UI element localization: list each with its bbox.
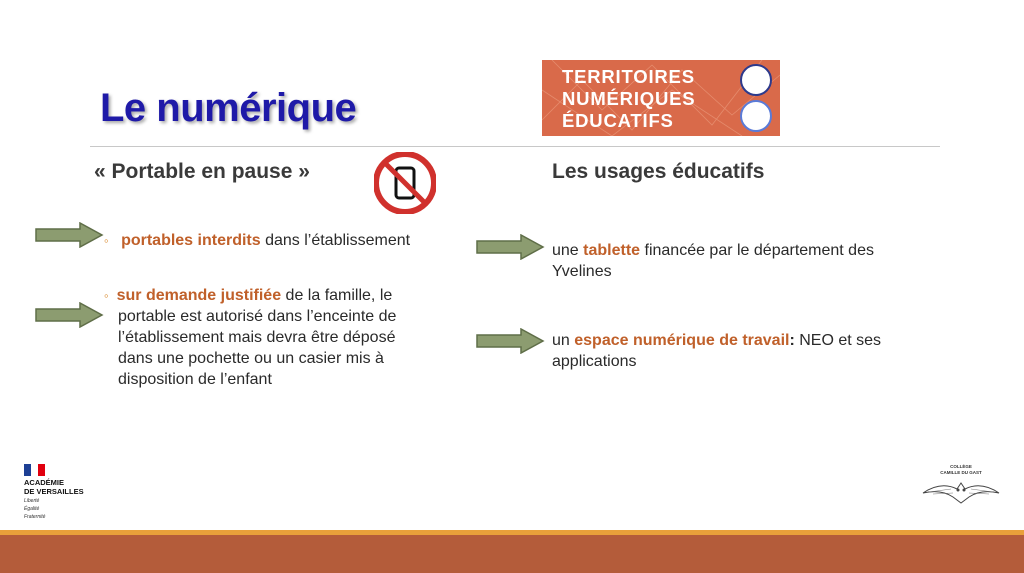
- slide-title: Le numérique: [100, 86, 357, 130]
- banner-text: [562, 66, 695, 132]
- footer-band: [0, 535, 1024, 573]
- bullet-icon: ◦: [104, 233, 109, 248]
- banner-line-1: TERRITOIRES: [562, 66, 695, 87]
- college-line-1: COLLÈGE: [950, 464, 972, 469]
- arrow-icon-right-1: [475, 234, 545, 260]
- right-item-1-text: financée par le département des Yvelines: [552, 242, 874, 280]
- motto-fraternite: Fraternité: [24, 514, 46, 520]
- left-bullet-2-text: de la famille, le portable est autorisé dans l’enceinte de l’établissement mais devra être déposé dans une pochette ou un casier mis à disposition de l’enfant: [118, 287, 397, 388]
- highlight-sur-demande: sur demande justifiée: [116, 287, 282, 304]
- left-bullet-2: [104, 285, 426, 390]
- owl-icon: [921, 477, 1001, 505]
- right-column-heading: Les usages éducatifs: [552, 160, 765, 183]
- right-item-1: [552, 240, 922, 282]
- left-column-heading: « Portable en pause »: [94, 160, 310, 183]
- arrow-icon-right-2: [475, 328, 545, 354]
- academie-line-2: DE VERSAILLES: [24, 486, 84, 496]
- marianne-badge-icon: [740, 64, 772, 96]
- motto-egalite: Égalité: [24, 506, 40, 512]
- highlight-portables-interdits: portables interdits: [121, 232, 261, 249]
- academie-line-1: ACADÉMIE: [24, 478, 65, 487]
- label-badge-icon: [740, 100, 772, 132]
- right-item-2-text: NEO et ses applications: [552, 332, 882, 370]
- no-phone-icon: [374, 152, 436, 214]
- arrow-icon-left-1: [34, 222, 104, 248]
- right-item-2: [552, 330, 912, 372]
- banner-line-3: ÉDUCATIFS: [562, 110, 674, 131]
- highlight-ent: espace numérique de travail: [574, 332, 790, 349]
- left-bullet-1: [104, 230, 410, 251]
- motto-liberte: Liberté: [24, 498, 40, 504]
- french-flag-icon: [24, 464, 45, 476]
- right-item-2-pre: un: [552, 332, 575, 349]
- left-bullet-1-text: dans l’établissement: [260, 232, 411, 249]
- header-divider: [90, 146, 940, 147]
- bullet-icon: ◦: [104, 288, 109, 303]
- banner-line-2: NUMÉRIQUES: [562, 88, 696, 109]
- territoires-numeriques-banner: [542, 60, 780, 136]
- college-logo: [920, 464, 1002, 507]
- right-item-1-pre: une: [552, 242, 584, 259]
- academie-versailles-logo: [24, 464, 84, 520]
- arrow-icon-left-2: [34, 302, 104, 328]
- right-item-2-colon: :: [789, 332, 795, 349]
- college-line-2: CAMILLE DU GAST: [940, 469, 982, 475]
- highlight-tablette: tablette: [583, 242, 641, 259]
